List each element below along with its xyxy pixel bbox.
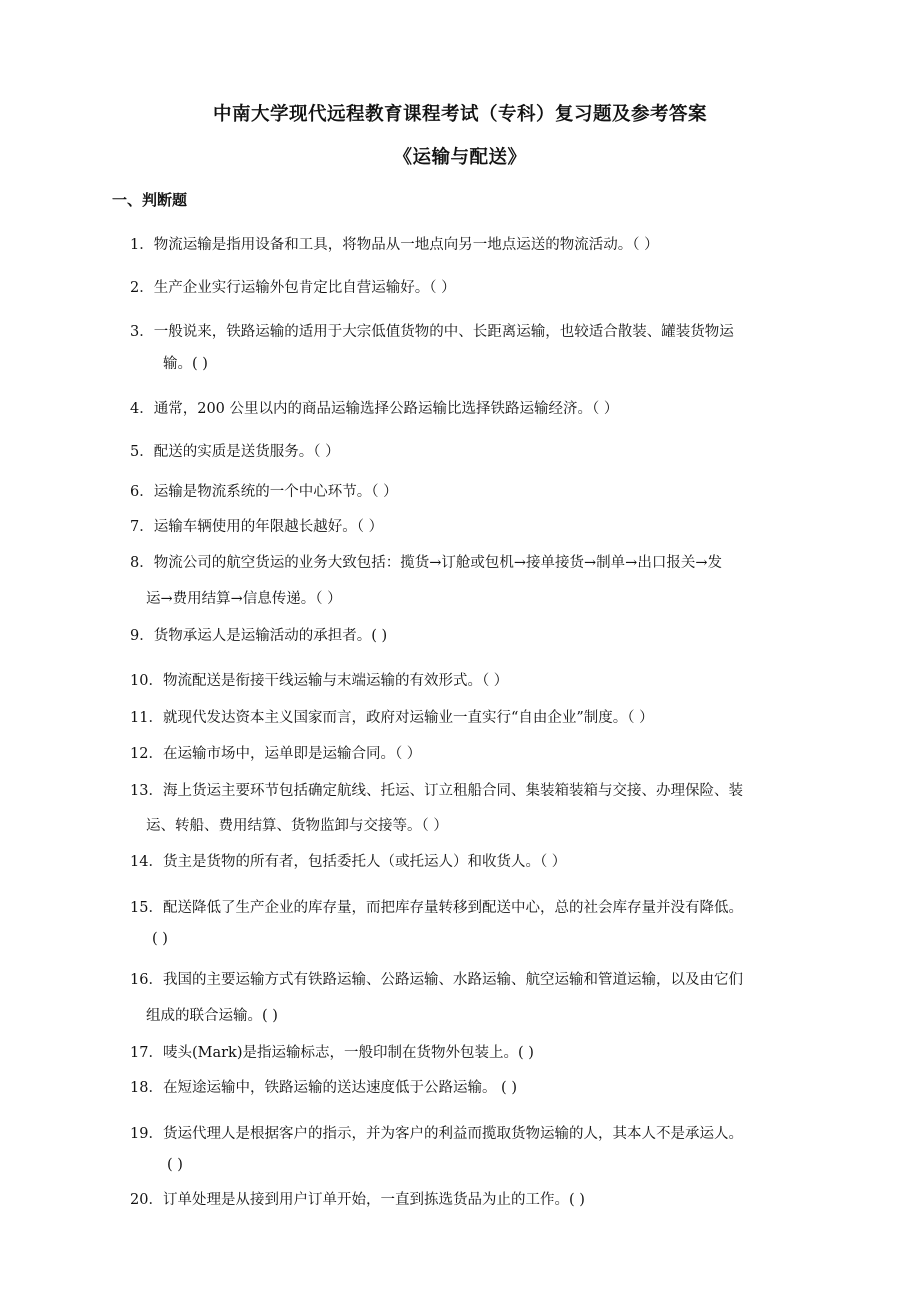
question-20: 20．订单处理是从接到用户订单开始，一直到拣选货品为止的工作。( ) <box>130 1192 585 1208</box>
question-7: 7．运输车辆使用的年限越长越好。（ ） <box>130 519 384 535</box>
question-6: 6．运输是物流系统的一个中心环节。（ ） <box>130 484 398 500</box>
question-5: 5．配送的实质是送货服务。（ ） <box>130 444 340 460</box>
question-3: 3．一般说来，铁路运输的适用于大宗低值货物的中、长距离运输，也较适合散装、罐装货物运 <box>130 324 734 340</box>
question-19: 19．货运代理人是根据客户的指示，并为客户的利益而揽取货物运输的人，其本人不是承运人。 <box>130 1126 743 1142</box>
course-title: 《运输与配送》 <box>393 147 527 168</box>
question-16-continued: 组成的联合运输。( ) <box>146 1008 278 1024</box>
question-9: 9．货物承运人是运输活动的承担者。( ) <box>130 628 388 644</box>
question-1: 1．物流运输是指用设备和工具，将物品从一地点向另一地点运送的物流活动。（ ） <box>130 237 659 253</box>
question-13-continued: 运、转船、费用结算、货物监卸与交接等。（ ） <box>146 818 448 834</box>
question-16: 16．我国的主要运输方式有铁路运输、公路运输、水路运输、航空运输和管道运输，以及由它们 <box>130 972 743 988</box>
document-title: 中南大学现代远程教育课程考试（专科）复习题及参考答案 <box>212 104 707 125</box>
question-10: 10．物流配送是衔接干线运输与末端运输的有效形式。（ ） <box>130 673 509 689</box>
question-15: 15．配送降低了生产企业的库存量，而把库存量转移到配送中心，总的社会库存量并没有降低。 <box>130 900 743 916</box>
question-13: 13．海上货运主要环节包括确定航线、托运、订立租船合同、集装箱装箱与交接、办理保险、装 <box>130 783 743 799</box>
question-14: 14．货主是货物的所有者，包括委托人（或托运人）和收货人。（ ） <box>130 854 567 870</box>
question-17: 17．唛头(Mark)是指运输标志，一般印制在货物外包装上。( ) <box>130 1045 534 1061</box>
question-8: 8．物流公司的航空货运的业务大致包括：揽货→订舱或包机→接单接货→制单→出口报关→发 <box>130 555 722 571</box>
question-19-continued: ( ) <box>167 1157 183 1173</box>
section-heading: 一、判断题 <box>112 191 188 209</box>
question-18: 18．在短途运输中，铁路运输的送达速度低于公路运输。 ( ) <box>130 1080 517 1096</box>
question-4: 4．通常，200 公里以内的商品运输选择公路运输比选择铁路运输经济。（ ） <box>130 401 619 417</box>
question-15-continued: ( ) <box>152 931 168 947</box>
question-12: 12．在运输市场中，运单即是运输合同。（ ） <box>130 746 422 762</box>
question-11: 11．就现代发达资本主义国家而言，政府对运输业一直实行“自由企业”制度。（ ） <box>130 710 654 726</box>
question-2: 2．生产企业实行运输外包肯定比自营运输好。（ ） <box>130 280 456 296</box>
question-8-continued: 运→费用结算→信息传递。（ ） <box>146 591 342 607</box>
question-3-continued: 输。( ) <box>163 356 208 372</box>
